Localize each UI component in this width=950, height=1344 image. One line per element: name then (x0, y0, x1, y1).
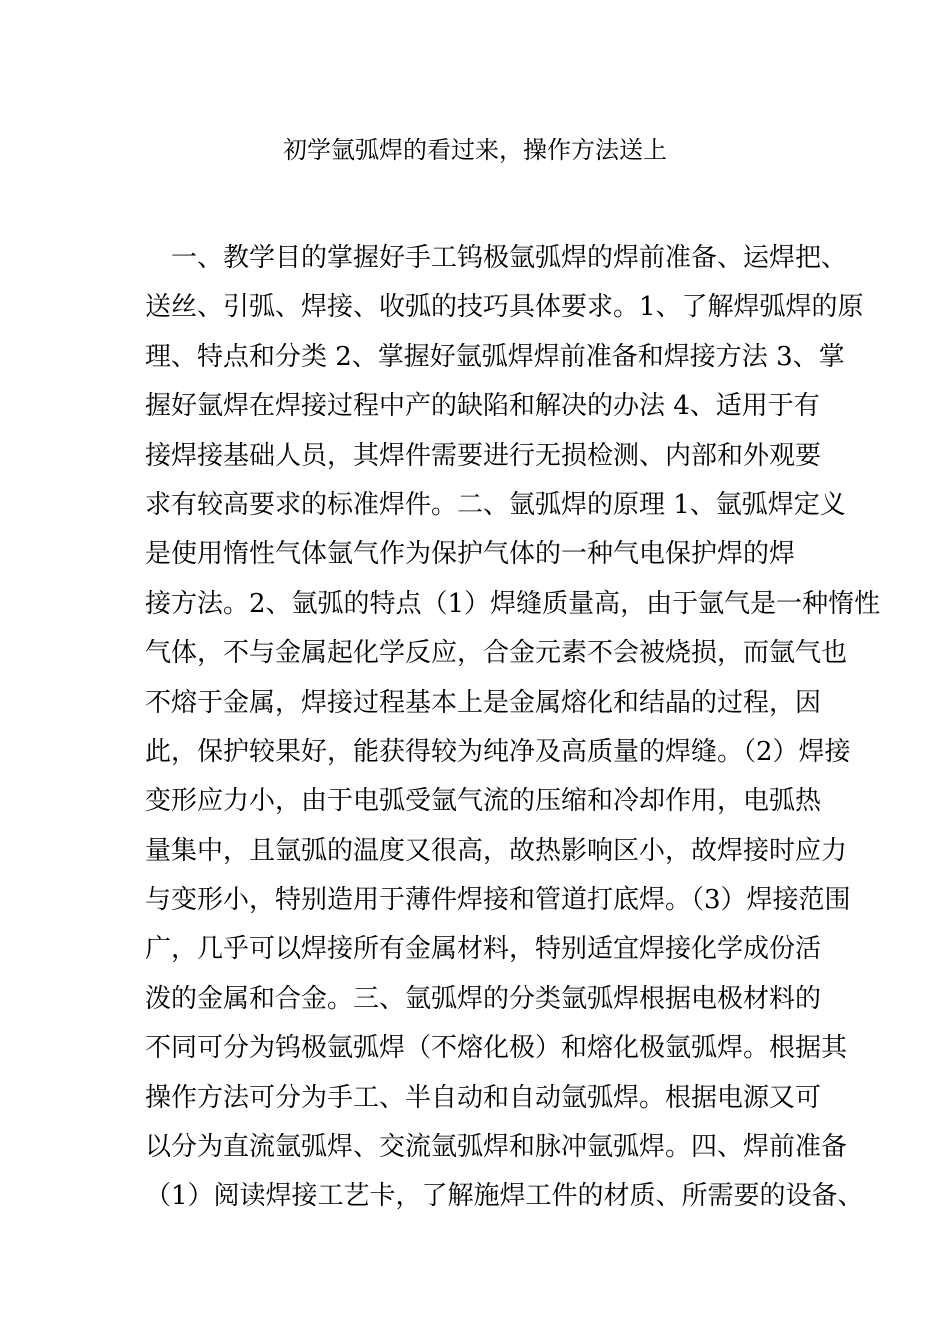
body-line: 变形应力小，由于电弧受氩气流的压缩和冷却作用，电弧热 (145, 786, 822, 817)
body-line: 送丝、引弧、焊接、收弧的技巧具体要求。1、了解焊弧焊的原 (145, 292, 864, 323)
body-line: 操作方法可分为手工、半自动和自动氩弧焊。根据电源又可 (145, 1082, 822, 1113)
body-line: 以分为直流氩弧焊、交流氩弧焊和脉冲氩弧焊。四、焊前准备 (145, 1132, 848, 1163)
body-line: 此，保护较果好，能获得较为纯净及高质量的焊缝。（2）焊接 (145, 736, 851, 767)
body-line: 一、教学目的掌握好手工钨极氩弧焊的焊前准备、运焊把、 (171, 243, 848, 273)
body-line: 是使用惰性气体氩气作为保护气体的一种气电保护焊的焊 (145, 539, 796, 570)
body-line: 与变形小，特别造用于薄件焊接和管道打底焊。（3）焊接范围 (145, 885, 851, 916)
body-line: 理、特点和分类 2、掌握好氩弧焊焊前准备和焊接方法 3、掌 (145, 341, 845, 372)
body-line: 不熔于金属，焊接过程基本上是金属熔化和结晶的过程，因 (145, 687, 822, 718)
document-body (145, 234, 881, 1222)
document-title: 初学氩弧焊的看过来，操作方法送上 (283, 136, 667, 164)
body-line: （1）阅读焊接工艺卡，了解施焊工件的材质、所需要的设备、 (145, 1181, 864, 1212)
body-line: 接焊接基础人员，其焊件需要进行无损检测、内部和外观要 (145, 440, 822, 471)
body-line: 握好氩焊在焊接过程中产的缺陷和解决的办法 4、适用于有 (145, 391, 820, 422)
body-line: 气体，不与金属起化学反应，合金元素不会被烧损，而氩气也 (145, 638, 848, 669)
body-line: 泼的金属和合金。三、氩弧焊的分类氩弧焊根据电极材料的 (145, 983, 822, 1014)
body-line: 广，几乎可以焊接所有金属材料，特别适宜焊接化学成份活 (145, 934, 822, 965)
body-line: 量集中，且氩弧的温度又很高，故热影响区小，故焊接时应力 (145, 835, 848, 866)
body-line: 接方法。2、氩弧的特点（1）焊缝质量高，由于氩气是一种惰性 (145, 588, 881, 619)
body-line: 求有较高要求的标准焊件。二、氩弧焊的原理 1、氩弧焊定义 (145, 489, 846, 520)
body-line: 不同可分为钨极氩弧焊（不熔化极）和熔化极氩弧焊。根据其 (145, 1033, 848, 1064)
